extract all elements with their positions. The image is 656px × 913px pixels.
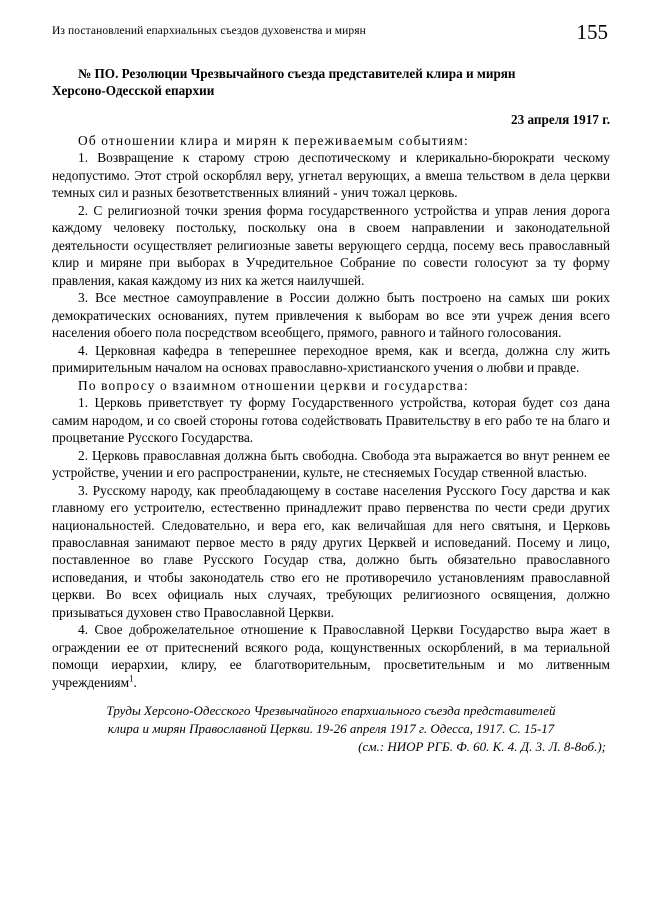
document-title-line-2: Херсоно-Одесской епархии xyxy=(52,83,215,99)
source-line-1: Труды Херсоно-Одесского Чрезвычайного епархиального съезда представителей xyxy=(106,703,556,719)
source-line-2: клира и мирян Православной Церкви. 19-26 апреля 1917 г. Одесса, 1917. С. 15-17 xyxy=(107,720,555,736)
archive-reference: (см.: НИОР РГБ. Ф. 60. К. 4. Д. 3. Л. 8-8об.); xyxy=(358,739,606,755)
document-title xyxy=(52,65,610,100)
paragraph-2-2: 2. Церковь православная должна быть свободна. Свобода эта выражается во внут реннем ее устройстве, учении и его распространении, культе, не стесняемых Государ ственной властью. xyxy=(52,447,610,481)
document-date: 23 апреля 1917 г. xyxy=(511,111,610,127)
paragraph-2-1: 1. Церковь приветствует ту форму Государственного устройства, которая будет соз дана самим народом, и со своей стороны готова содействовать Правительству в его рабо те на благо и процветание Русского Государства. xyxy=(52,395,610,446)
section-heading-1: Об отношении клира и мирян к переживаемым событиям: xyxy=(78,132,469,148)
page-header xyxy=(52,22,610,43)
section-heading-2: По вопросу о взаимном отношении церкви и государства: xyxy=(78,377,469,393)
paragraph-1-2: 2. С религиозной точки зрения форма государственного устройства и управ ления дорога каждому человеку постольку, поскольку она в своем направлении и законодательной деятельности осуществляет религиозные заветы верующего сердца, посему весь православный клир и миряне при выборах в Учредительное Собрание по совести голосуют за ту форму правления, какая каждому из них ка жется наилучшей. xyxy=(52,202,610,288)
paragraph-1-3: 3. Все местное самоуправление в России должно быть построено на самых ши роких демократических основаниях, путем привлечения к выборам во все эти учреж дения всего населения обоего пола посредством всеобщего, прямого, равного и тайного голосования. xyxy=(52,290,610,341)
paragraph-2-4-text: 4. Свое доброжелательное отношение к Православной Церкви Государство выра жает в ограждении ее от притеснений всякого рода, кощунственных оскорблений, в ма териальной помощи иерархии, клиру, ее благотворительным, просветительным и мо литвенным учреждениям xyxy=(52,622,610,690)
paragraph-2-4: 4. Свое доброжелательное отношение к Православной Церкви Государство выра жает в ограждении ее от притеснений всякого рода, кощунственных оскорблений, в ма териальной помощи иерархии, клиру, ее благотворительным, просветительным и мо литвенным учреждениям$^1$. xyxy=(52,622,610,690)
document-title-line-1: № ПО. Резолюции Чрезвычайного съезда представителей клира и мирян xyxy=(78,66,516,81)
running-title: Из постановлений епархиальных съездов духовенства и мирян xyxy=(52,25,366,38)
paragraph-1-1: 1. Возвращение к старому строю деспотическому и клерикально-бюрократи ческому недопустимо. Этот строй оскорблял веру, угнетал верующих, а вмеша тельством в дела церкви темных сил и разных безответственных влияний - унич тожал церковь. xyxy=(52,150,610,201)
footnote-marker: 1 xyxy=(129,673,134,684)
source-citation xyxy=(52,702,610,737)
page-number: 155 xyxy=(576,20,608,44)
paragraph-2-3: 3. Русскому народу, как преобладающему в составе населения Русского Госу дарства и как главному его устроителю, естественно принадлежит право первенства по чести среди других национальностей. Следовательно, и вера его, как величайшая для него святыня, и Церковь православная занимают первое место в ряду других Церквей и исповеданий. Посему и лицо, поставленное во главе Русского Государ ства, должно быть обязательно православного исповедания, и чтобы законодатель ство его не противоречило установлениям православной церкви. Во всех официаль ных случаях, требующих религиозного освящения, должно призываться духовен ство Православной Церкви. xyxy=(52,482,610,620)
paragraph-1-4: 4. Церковная кафедра в теперешнее переходное время, как и всегда, должна слу жить примирительным началом на основах православно-христианского учения о любви и правде. xyxy=(52,342,610,376)
